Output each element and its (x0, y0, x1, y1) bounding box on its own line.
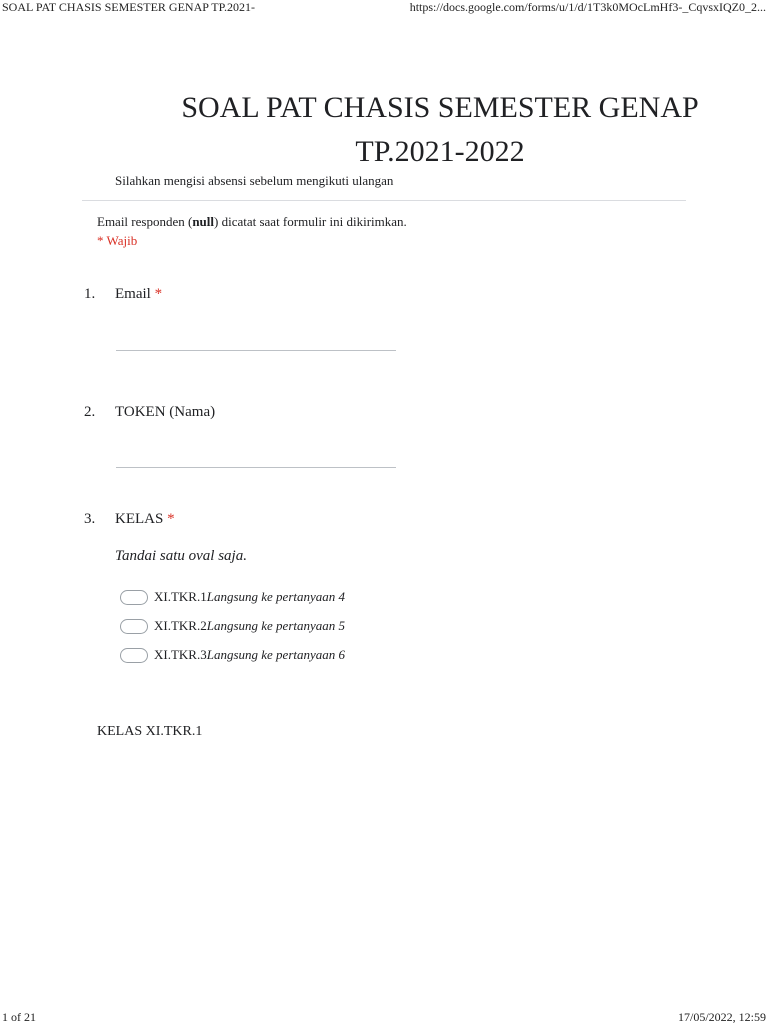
question-3-required-mark: * (167, 511, 175, 527)
question-1-text: Email (115, 286, 151, 302)
option-goto: Langsung ke pertanyaan 4 (206, 589, 346, 604)
form-description: Silahkan mengisi absensi sebelum mengikuti ulangan (115, 173, 394, 188)
print-header-url: https://docs.google.com/forms/u/1/d/1T3k0MOcLmHf3-_CqvsxIQZ0_2... (409, 0, 766, 14)
section-title: KELAS XI.TKR.1 (97, 724, 203, 739)
option-label: XI.TKR.2 (154, 618, 207, 633)
radio-oval-icon[interactable] (120, 590, 148, 605)
header-divider (82, 200, 686, 201)
option-xi-tkr-3[interactable] (120, 646, 345, 664)
print-footer-page: 1 of 21 (2, 1010, 36, 1024)
question-1-number: 1. (84, 286, 96, 302)
option-label: XI.TKR.1 (154, 589, 207, 604)
print-header-title: SOAL PAT CHASIS SEMESTER GENAP TP.2021- (2, 0, 255, 14)
token-input-line[interactable] (116, 467, 396, 468)
radio-oval-icon[interactable] (120, 648, 148, 663)
option-xi-tkr-2[interactable] (120, 617, 345, 635)
question-3-number: 3. (84, 511, 96, 527)
question-3-label (115, 511, 175, 528)
email-notice (97, 214, 407, 230)
option-goto: Langsung ke pertanyaan 6 (206, 647, 346, 662)
question-1-label (115, 286, 162, 303)
email-notice-prefix: Email responden ( (97, 214, 193, 229)
question-1-required-mark: * (154, 286, 163, 302)
option-goto: Langsung ke pertanyaan 5 (206, 618, 346, 633)
question-2-number: 2. (84, 404, 96, 420)
form-title-line-2: TP.2021-2022 (355, 135, 525, 168)
form-title (160, 86, 720, 174)
form-title-line-1: SOAL PAT CHASIS SEMESTER GENAP (181, 91, 699, 124)
email-input-line[interactable] (116, 350, 396, 351)
question-2-label: TOKEN (Nama) (115, 404, 216, 420)
print-footer-datetime: 17/05/2022, 12:59 (677, 1010, 766, 1024)
option-label: XI.TKR.3 (154, 647, 207, 662)
email-notice-null: null (192, 214, 214, 229)
required-notice: * Wajib (97, 233, 138, 248)
option-xi-tkr-1[interactable] (120, 588, 345, 606)
question-3-text: KELAS (115, 511, 164, 527)
question-3-hint: Tandai satu oval saja. (115, 548, 247, 564)
email-notice-suffix: ) dicatat saat formulir ini dikirimkan. (214, 214, 407, 229)
radio-oval-icon[interactable] (120, 619, 148, 634)
